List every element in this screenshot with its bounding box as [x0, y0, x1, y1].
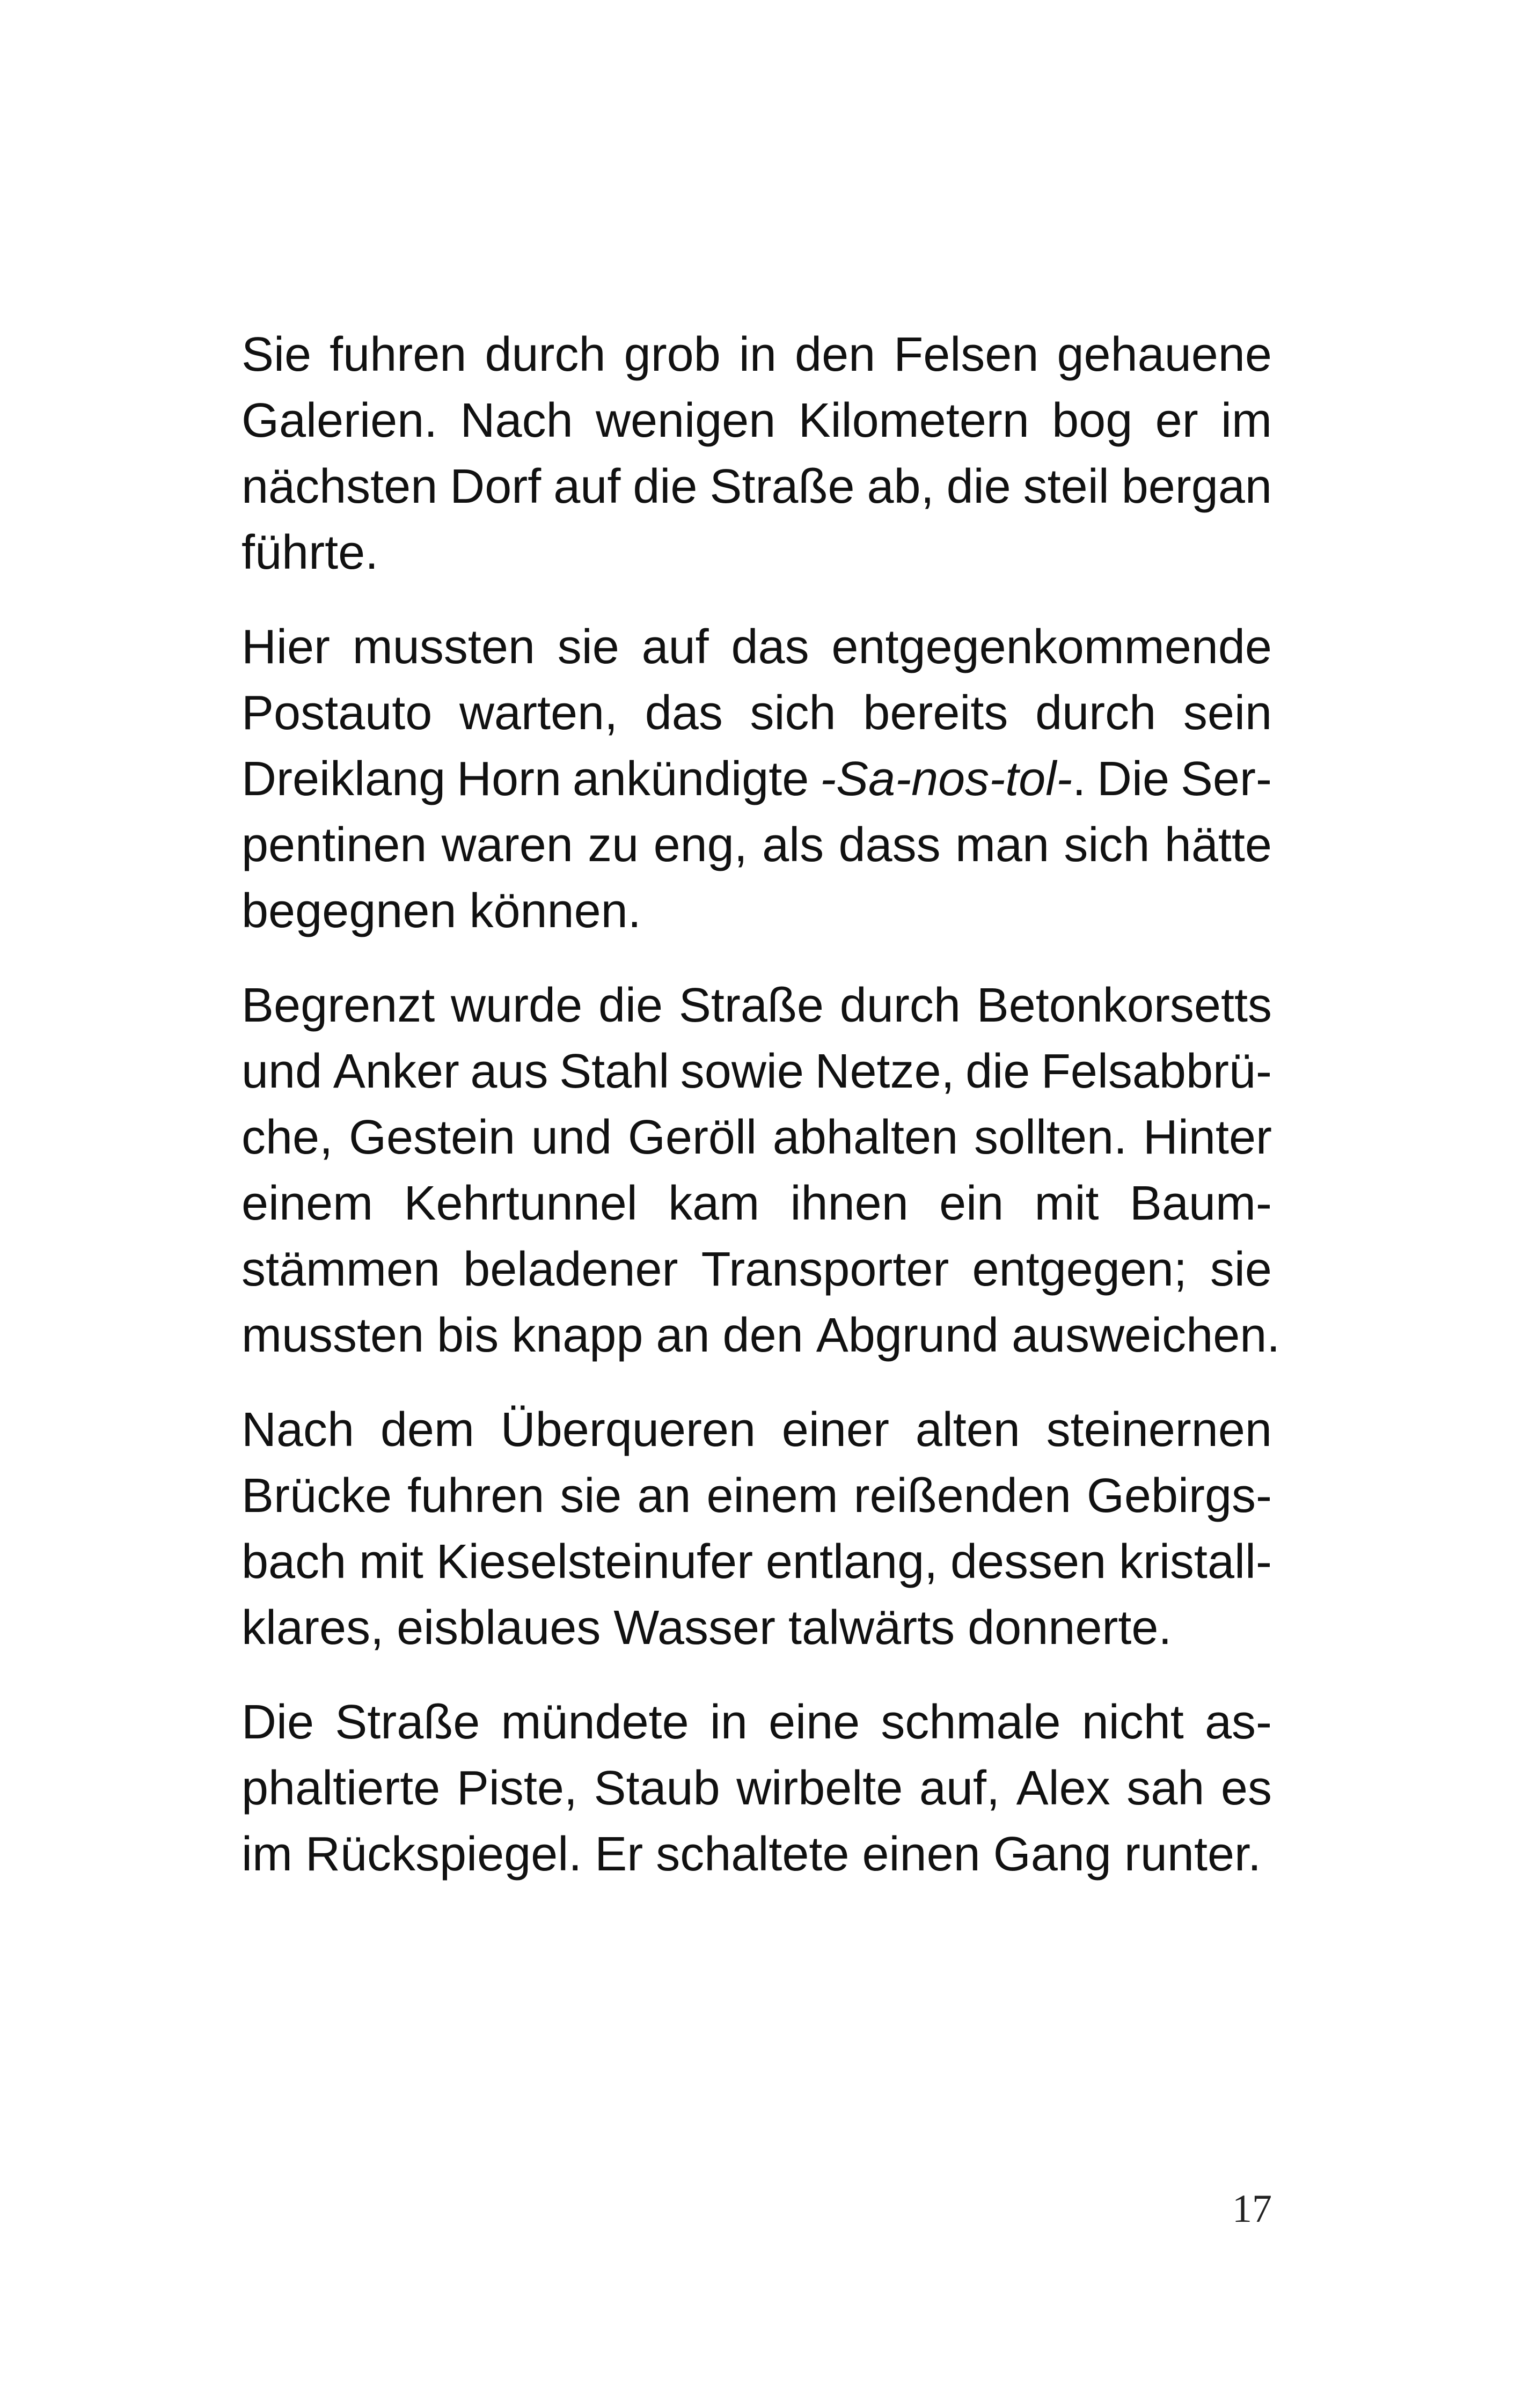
- word: als: [762, 818, 824, 872]
- word: an: [656, 1309, 710, 1362]
- word: entgegen;: [972, 1243, 1187, 1296]
- word: Galerien.: [242, 394, 438, 447]
- word: durch: [839, 979, 961, 1032]
- word: Wasser: [613, 1601, 776, 1655]
- word: einem: [242, 1177, 374, 1230]
- word: Felsen: [894, 328, 1039, 381]
- text-line: [242, 973, 1272, 1039]
- word: stämmen: [242, 1243, 441, 1296]
- word: sie: [557, 620, 619, 674]
- word: einen: [862, 1827, 980, 1881]
- text-line: [242, 878, 1272, 944]
- word: eisblaues: [397, 1601, 601, 1655]
- text-line: [242, 1039, 1272, 1105]
- word: schaltete: [656, 1827, 850, 1881]
- word: können.: [469, 884, 641, 938]
- word: dessen: [950, 1535, 1107, 1589]
- word: einem: [706, 1469, 838, 1523]
- word: die: [633, 460, 698, 513]
- word: den: [795, 328, 876, 381]
- word: Straße: [335, 1695, 480, 1749]
- word: sollten.: [974, 1111, 1128, 1164]
- word: in: [709, 1695, 748, 1749]
- word: kam: [668, 1177, 760, 1230]
- word: Gebirgs-: [1086, 1469, 1272, 1523]
- word: alten: [915, 1403, 1020, 1457]
- body-text: [242, 322, 1280, 1916]
- word: steinernen: [1046, 1403, 1272, 1457]
- word: wirbelte: [736, 1761, 903, 1815]
- word: beladener: [463, 1243, 678, 1296]
- paragraph: [242, 614, 1272, 944]
- word: Transporter: [701, 1243, 949, 1296]
- word: Netze,: [815, 1045, 955, 1098]
- word: eine: [769, 1695, 860, 1749]
- text-line: [242, 1397, 1272, 1463]
- text-line: [242, 520, 1272, 586]
- word: auf: [641, 620, 709, 674]
- word: grob: [624, 328, 721, 381]
- word: waren: [441, 818, 573, 872]
- word: abhalten: [772, 1111, 958, 1164]
- word: Hier: [242, 620, 331, 674]
- word: knapp: [511, 1309, 643, 1362]
- text-line: [242, 1463, 1272, 1529]
- word: bergan: [1121, 460, 1272, 513]
- word: Alex: [1016, 1761, 1110, 1815]
- word: das: [731, 620, 809, 674]
- text-line: [242, 454, 1272, 520]
- word: Begrenzt: [242, 979, 435, 1032]
- word: fuhren: [407, 1469, 545, 1523]
- word: Gestein: [348, 1111, 516, 1164]
- word: sie: [560, 1469, 622, 1523]
- word: die: [965, 1045, 1030, 1098]
- word: er: [1155, 394, 1198, 447]
- word: im: [242, 1827, 292, 1881]
- text-line: [242, 614, 1272, 680]
- word: sowie: [680, 1045, 804, 1098]
- word: runter.: [1124, 1827, 1262, 1881]
- text-line: [242, 1595, 1272, 1661]
- word: durch: [485, 328, 606, 381]
- word: as-: [1204, 1695, 1272, 1749]
- word: das: [645, 686, 723, 740]
- word: warten,: [459, 686, 618, 740]
- word: Brücke: [242, 1469, 392, 1523]
- word: schmale: [881, 1695, 1061, 1749]
- text-line: [242, 1690, 1272, 1756]
- word: nächsten: [242, 460, 438, 513]
- word: Nach: [460, 394, 573, 447]
- text-line: [242, 388, 1272, 454]
- word: nicht: [1081, 1695, 1184, 1749]
- word: bis: [437, 1309, 499, 1362]
- text-line: [242, 1822, 1272, 1888]
- word: Gang: [993, 1827, 1111, 1881]
- word: sich: [1064, 818, 1150, 872]
- word: Kehrtunnel: [404, 1177, 638, 1230]
- word: sich: [750, 686, 836, 740]
- word: dass: [838, 818, 941, 872]
- text-line: [242, 1171, 1272, 1237]
- word: und: [531, 1111, 612, 1164]
- text-line: [242, 812, 1272, 878]
- word: und: [242, 1045, 323, 1098]
- word: bog: [1052, 394, 1133, 447]
- word: dem: [380, 1403, 474, 1457]
- text-line: [242, 1237, 1272, 1303]
- word: ankündigte: [572, 752, 809, 806]
- word: Die: [1097, 752, 1170, 806]
- word: in: [738, 328, 777, 381]
- word: Sie: [242, 328, 312, 381]
- word: einer: [781, 1403, 889, 1457]
- italic-word: -Sa-nos-tol-.: [820, 752, 1086, 806]
- word: Straße: [709, 460, 855, 513]
- word: Kilometern: [798, 394, 1029, 447]
- word: die: [598, 979, 663, 1032]
- paragraph: [242, 322, 1272, 586]
- word: Ser-: [1180, 752, 1272, 806]
- word: ab,: [867, 460, 934, 513]
- text-line: [242, 1529, 1272, 1595]
- word: Überqueren: [500, 1403, 756, 1457]
- word: an: [637, 1469, 691, 1523]
- word: che,: [242, 1111, 333, 1164]
- text-line: [242, 1105, 1272, 1171]
- word: aus: [470, 1045, 548, 1098]
- word: Staub: [594, 1761, 720, 1815]
- word: Nach: [242, 1403, 355, 1457]
- word: gehauene: [1057, 328, 1272, 381]
- word: kristall-: [1118, 1535, 1272, 1589]
- word: mussten: [352, 620, 535, 674]
- word: bereits: [863, 686, 1008, 740]
- page-number: 17: [1232, 2187, 1272, 2231]
- word: sie: [1210, 1243, 1272, 1296]
- word: man: [955, 818, 1050, 872]
- word: Baum-: [1129, 1177, 1272, 1230]
- word: donnerte.: [968, 1601, 1172, 1655]
- word: durch: [1035, 686, 1157, 740]
- word: Dorf: [450, 460, 542, 513]
- word: mussten: [242, 1309, 425, 1362]
- word: auf: [553, 460, 621, 513]
- word: Die: [242, 1695, 314, 1749]
- paragraph: [242, 973, 1280, 1369]
- word: Betonkorsetts: [976, 979, 1272, 1032]
- paragraph: [242, 1397, 1272, 1661]
- word: mündete: [501, 1695, 689, 1749]
- word: mit: [358, 1535, 423, 1589]
- word: klares,: [242, 1601, 384, 1655]
- word: entgegenkommende: [831, 620, 1272, 674]
- word: Horn: [456, 752, 562, 806]
- word: sein: [1183, 686, 1272, 740]
- word: entlang,: [765, 1535, 938, 1589]
- word: Geröll: [627, 1111, 757, 1164]
- word: wurde: [451, 979, 583, 1032]
- text-line: [242, 1303, 1280, 1369]
- paragraph: [242, 1690, 1272, 1888]
- word: steil: [1023, 460, 1109, 513]
- text-line: [242, 746, 1272, 812]
- word: Anker: [333, 1045, 459, 1098]
- word: ausweichen.: [1011, 1309, 1280, 1362]
- text-line: [242, 322, 1272, 388]
- word: Felsabbrü-: [1041, 1045, 1272, 1098]
- word: den: [722, 1309, 803, 1362]
- word: Straße: [678, 979, 824, 1032]
- word: führte.: [242, 526, 379, 579]
- word: Postauto: [242, 686, 433, 740]
- word: Rückspiegel.: [305, 1827, 582, 1881]
- word: begegnen: [242, 884, 457, 938]
- word: sah: [1126, 1761, 1205, 1815]
- word: im: [1221, 394, 1272, 447]
- word: bach: [242, 1535, 347, 1589]
- word: die: [946, 460, 1011, 513]
- word: es: [1220, 1761, 1272, 1815]
- word: eng,: [653, 818, 748, 872]
- word: auf,: [919, 1761, 1000, 1815]
- word: phaltierte: [242, 1761, 441, 1815]
- word: talwärts: [788, 1601, 955, 1655]
- word: hätte: [1164, 818, 1272, 872]
- word: Stahl: [559, 1045, 670, 1098]
- word: ein: [939, 1177, 1004, 1230]
- word: Abgrund: [816, 1309, 999, 1362]
- word: pentinen: [242, 818, 427, 872]
- text-line: [242, 680, 1272, 746]
- word: zu: [588, 818, 639, 872]
- word: Dreiklang: [242, 752, 446, 806]
- word: mit: [1034, 1177, 1099, 1230]
- word: Piste,: [456, 1761, 577, 1815]
- word: reißenden: [853, 1469, 1071, 1523]
- word: ihnen: [790, 1177, 909, 1230]
- word: fuhren: [330, 328, 467, 381]
- word: Er: [595, 1827, 643, 1881]
- word: wenigen: [595, 394, 776, 447]
- word: Kieselsteinufer: [436, 1535, 753, 1589]
- text-line: [242, 1756, 1272, 1822]
- word: Hinter: [1143, 1111, 1272, 1164]
